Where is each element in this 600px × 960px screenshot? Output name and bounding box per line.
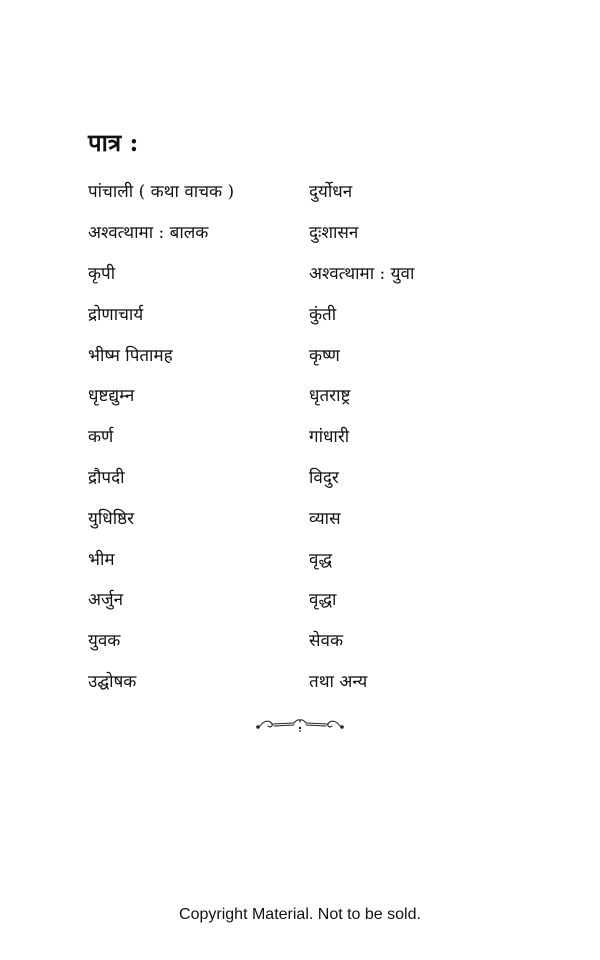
cast-row — [88, 621, 528, 662]
cast-name-right: दुःशासन — [309, 223, 359, 244]
cast-name-left: अश्वत्थामा : बालक — [88, 223, 209, 244]
cast-row — [88, 417, 528, 458]
cast-row — [88, 662, 528, 703]
cast-row — [88, 376, 528, 417]
cast-row — [88, 213, 528, 254]
cast-name-right: अश्वत्थामा : युवा — [309, 263, 415, 284]
cast-row — [88, 498, 528, 539]
ornament-divider-icon — [254, 714, 346, 734]
cast-name-right: कृष्ण — [309, 345, 340, 366]
cast-name-left: द्रोणाचार्य — [88, 304, 144, 325]
cast-name-left: कृपी — [88, 263, 116, 284]
page-title: पात्र : — [88, 128, 139, 157]
cast-name-left: धृष्टद्युम्न — [88, 386, 135, 407]
cast-row — [88, 458, 528, 499]
cast-name-right: वृद्ध — [309, 549, 333, 570]
cast-name-right: विदुर — [309, 467, 339, 488]
cast-name-right: व्यास — [309, 508, 341, 529]
cast-row — [88, 172, 528, 213]
cast-name-left: उद्घोषक — [88, 671, 137, 692]
cast-list — [88, 172, 528, 702]
cast-name-left: द्रौपदी — [88, 467, 125, 488]
cast-name-right: सेवक — [309, 631, 343, 652]
cast-name-right: गांधारी — [309, 427, 350, 448]
cast-name-left: युधिष्ठिर — [88, 508, 135, 529]
cast-row — [88, 580, 528, 621]
cast-name-left: कर्ण — [88, 427, 114, 448]
cast-name-left: अर्जुन — [88, 590, 124, 611]
cast-row — [88, 539, 528, 580]
cast-row — [88, 254, 528, 295]
copyright-footer: Copyright Material. Not to be sold. — [179, 906, 421, 923]
cast-name-left: युवक — [88, 631, 121, 652]
cast-name-right: वृद्धा — [309, 590, 337, 611]
cast-name-left: भीष्म पितामह — [88, 345, 173, 366]
cast-name-right: कुंती — [309, 304, 337, 325]
cast-name-right: दुर्योधन — [309, 182, 353, 203]
cast-row — [88, 335, 528, 376]
cast-row — [88, 294, 528, 335]
cast-name-left: भीम — [88, 549, 115, 570]
cast-name-left: पांचाली ( कथा वाचक ) — [88, 182, 235, 203]
cast-name-right: तथा अन्य — [309, 671, 368, 692]
cast-name-right: धृतराष्ट्र — [309, 386, 351, 407]
